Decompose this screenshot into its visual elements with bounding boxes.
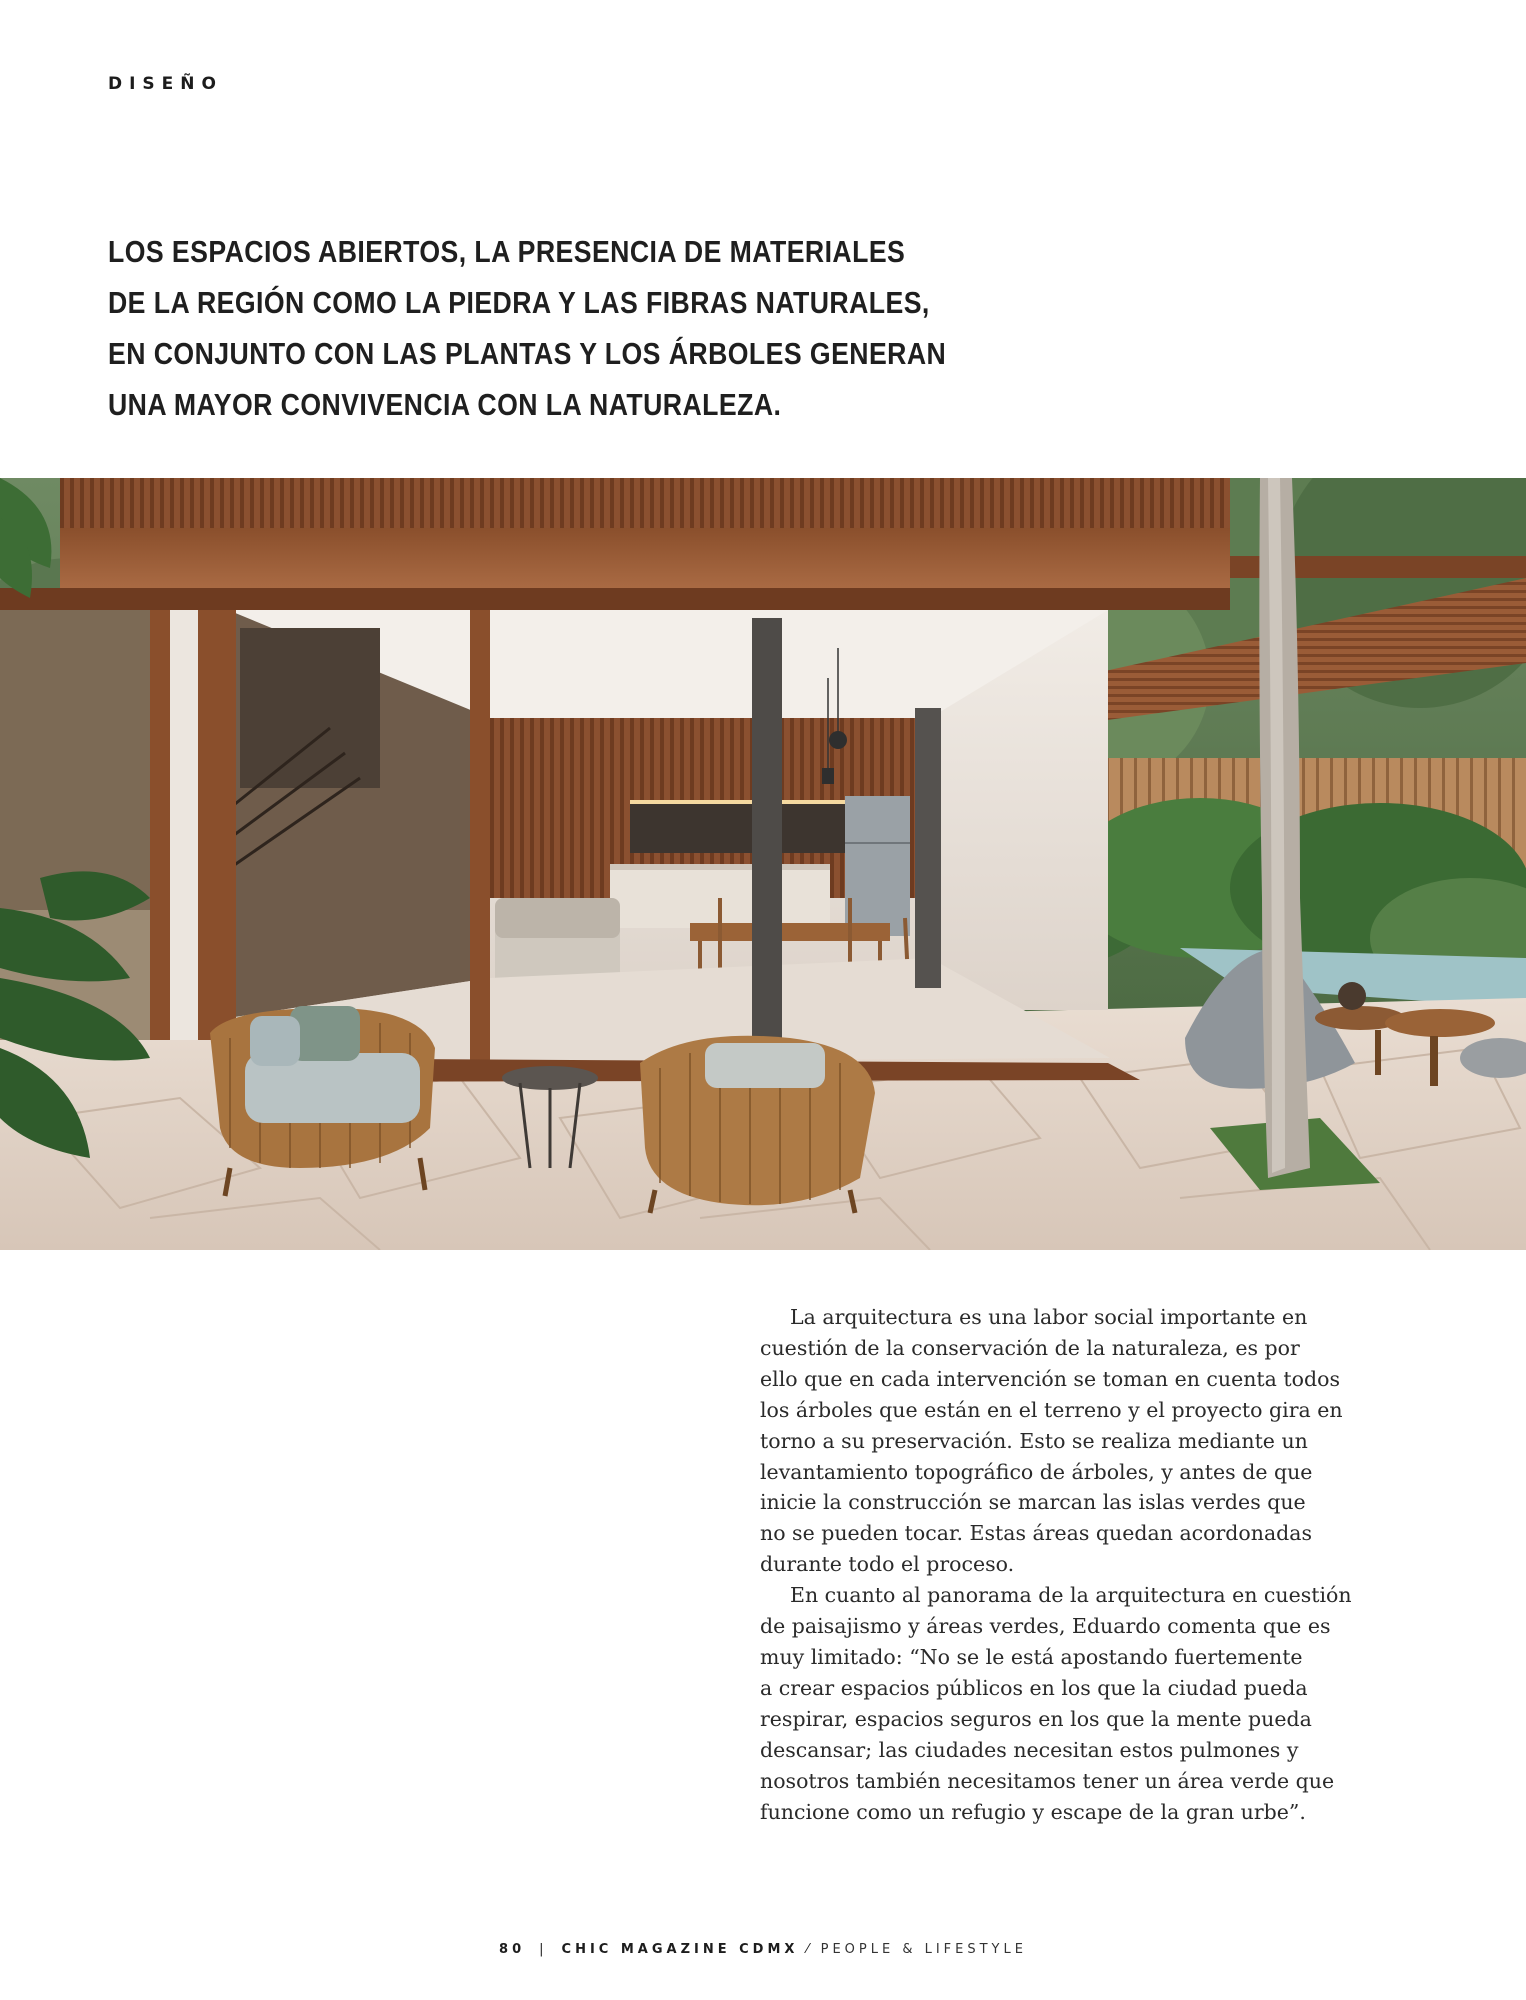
body-line: muy limitado: “No se le está apostando fuertemente bbox=[760, 1644, 1303, 1669]
body-line: los árboles que están en el terreno y el proyecto gira en bbox=[760, 1397, 1343, 1422]
body-line: levantamiento topográfico de árboles, y antes de que bbox=[760, 1459, 1313, 1484]
body-line: ello que en cada intervención se toman en cuenta todos bbox=[760, 1366, 1340, 1391]
body-line: torno a su preservación. Esto se realiza mediante un bbox=[760, 1428, 1308, 1453]
page-footer bbox=[0, 1942, 1526, 1957]
section-tag: DISEÑO bbox=[108, 74, 223, 94]
body-line: a crear espacios públicos en los que la ciudad pueda bbox=[760, 1675, 1308, 1700]
body-line: respirar, espacios seguros en los que la mente pueda bbox=[760, 1706, 1312, 1731]
footer-section: PEOPLE & LIFESTYLE bbox=[820, 1942, 1027, 1957]
page-number: 80 bbox=[499, 1942, 526, 1957]
terrace-photo bbox=[0, 478, 1526, 1250]
body-line: durante todo el proceso. bbox=[760, 1552, 1015, 1577]
body-line: En cuanto al panorama de la arquitectura en cuestión bbox=[790, 1583, 1352, 1608]
pull-quote-line: LOS ESPACIOS ABIERTOS, LA PRESENCIA DE MATERIALES bbox=[108, 234, 906, 269]
body-line: no se pueden tocar. Estas áreas quedan acordonadas bbox=[760, 1521, 1313, 1546]
body-line: descansar; las ciudades necesitan estos pulmones y bbox=[760, 1737, 1299, 1762]
magazine-name: CHIC MAGAZINE CDMX bbox=[561, 1942, 799, 1957]
footer-separator: | bbox=[539, 1942, 548, 1957]
body-line: inicie la construcción se marcan las islas verdes que bbox=[760, 1490, 1306, 1515]
body-line: de paisajismo y áreas verdes, Eduardo comenta que es bbox=[760, 1614, 1331, 1639]
paragraph-2 bbox=[760, 1580, 1380, 1827]
body-line: La arquitectura es una labor social importante en bbox=[790, 1305, 1308, 1329]
body-line: nosotros también necesitamos tener un área verde que bbox=[760, 1768, 1335, 1793]
pull-quote bbox=[108, 226, 947, 430]
pull-quote-line: UNA MAYOR CONVIVENCIA CON LA NATURALEZA. bbox=[108, 387, 782, 422]
article-body bbox=[760, 1302, 1380, 1827]
pull-quote-line: EN CONJUNTO CON LAS PLANTAS Y LOS ÁRBOLES GENERAN bbox=[108, 336, 947, 371]
footer-slash: ⁄ bbox=[806, 1942, 813, 1957]
pull-quote-line: DE LA REGIÓN COMO LA PIEDRA Y LAS FIBRAS NATURALES, bbox=[108, 285, 930, 320]
body-line: cuestión de la conservación de la naturaleza, es por bbox=[760, 1335, 1300, 1360]
body-line: funcione como un refugio y escape de la gran urbe”. bbox=[760, 1799, 1306, 1824]
paragraph-1 bbox=[760, 1302, 1380, 1580]
